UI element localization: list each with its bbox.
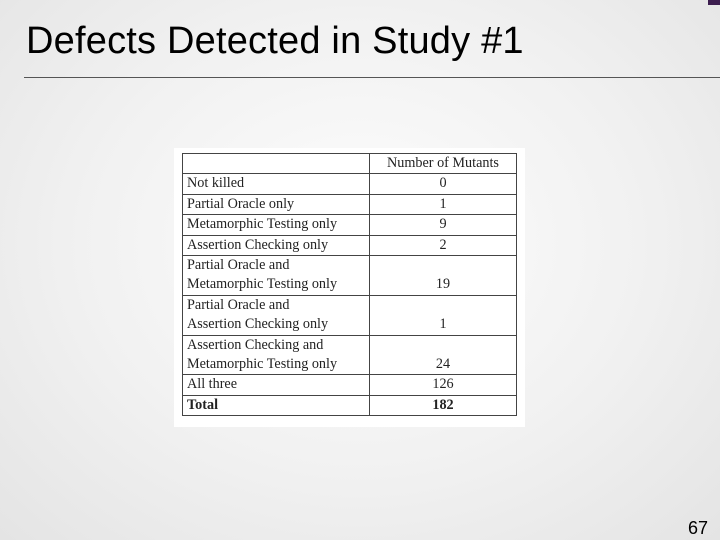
- row-label: [183, 194, 370, 214]
- table-row: [183, 295, 517, 335]
- table-row: [183, 174, 517, 194]
- row-label-line: Metamorphic Testing only: [187, 356, 338, 373]
- row-label: [183, 174, 370, 194]
- total-value: 182: [370, 395, 517, 415]
- row-value: 24: [370, 335, 517, 375]
- mutants-table: [182, 153, 517, 416]
- header-value-cell: Number of Mutants: [370, 154, 517, 174]
- row-value: 19: [370, 256, 517, 296]
- row-value: 1: [370, 295, 517, 335]
- row-label: [183, 295, 370, 335]
- row-value: 1: [370, 194, 517, 214]
- table-image: [174, 148, 525, 427]
- corner-accent-mark: [708, 0, 720, 5]
- table-row: [183, 335, 517, 375]
- row-label-line: Partial Oracle and: [187, 296, 290, 313]
- slide-page-number: 67: [687, 518, 708, 538]
- row-label-line: Metamorphic Testing only: [187, 216, 338, 233]
- table-row: [183, 215, 517, 235]
- header-label-cell: [183, 154, 370, 174]
- row-label-line: Metamorphic Testing only: [187, 276, 338, 293]
- table-row: [183, 194, 517, 214]
- row-label: [183, 256, 370, 296]
- row-value: 9: [370, 215, 517, 235]
- table-row: [183, 375, 517, 395]
- row-label: [183, 335, 370, 375]
- total-label: Total: [183, 395, 370, 415]
- row-value: 2: [370, 235, 517, 255]
- row-value: 0: [370, 174, 517, 194]
- row-label: [183, 235, 370, 255]
- row-label: [183, 375, 370, 395]
- table-row: [183, 235, 517, 255]
- row-label-line: All three: [187, 376, 238, 393]
- row-label-line: Assertion Checking only: [187, 316, 329, 333]
- row-value: 126: [370, 375, 517, 395]
- row-label-line: Partial Oracle only: [187, 195, 295, 212]
- table-total-row: [183, 395, 517, 415]
- row-label: [183, 215, 370, 235]
- table-row: [183, 256, 517, 296]
- table-header-row: [183, 154, 517, 174]
- row-label-line: Partial Oracle and: [187, 257, 290, 274]
- row-label-line: Assertion Checking and: [187, 336, 324, 353]
- slide-title: Defects Detected in Study #1: [26, 20, 524, 62]
- title-divider: [24, 77, 720, 78]
- row-label-line: Not killed: [187, 175, 245, 192]
- row-label-line: Assertion Checking only: [187, 236, 329, 253]
